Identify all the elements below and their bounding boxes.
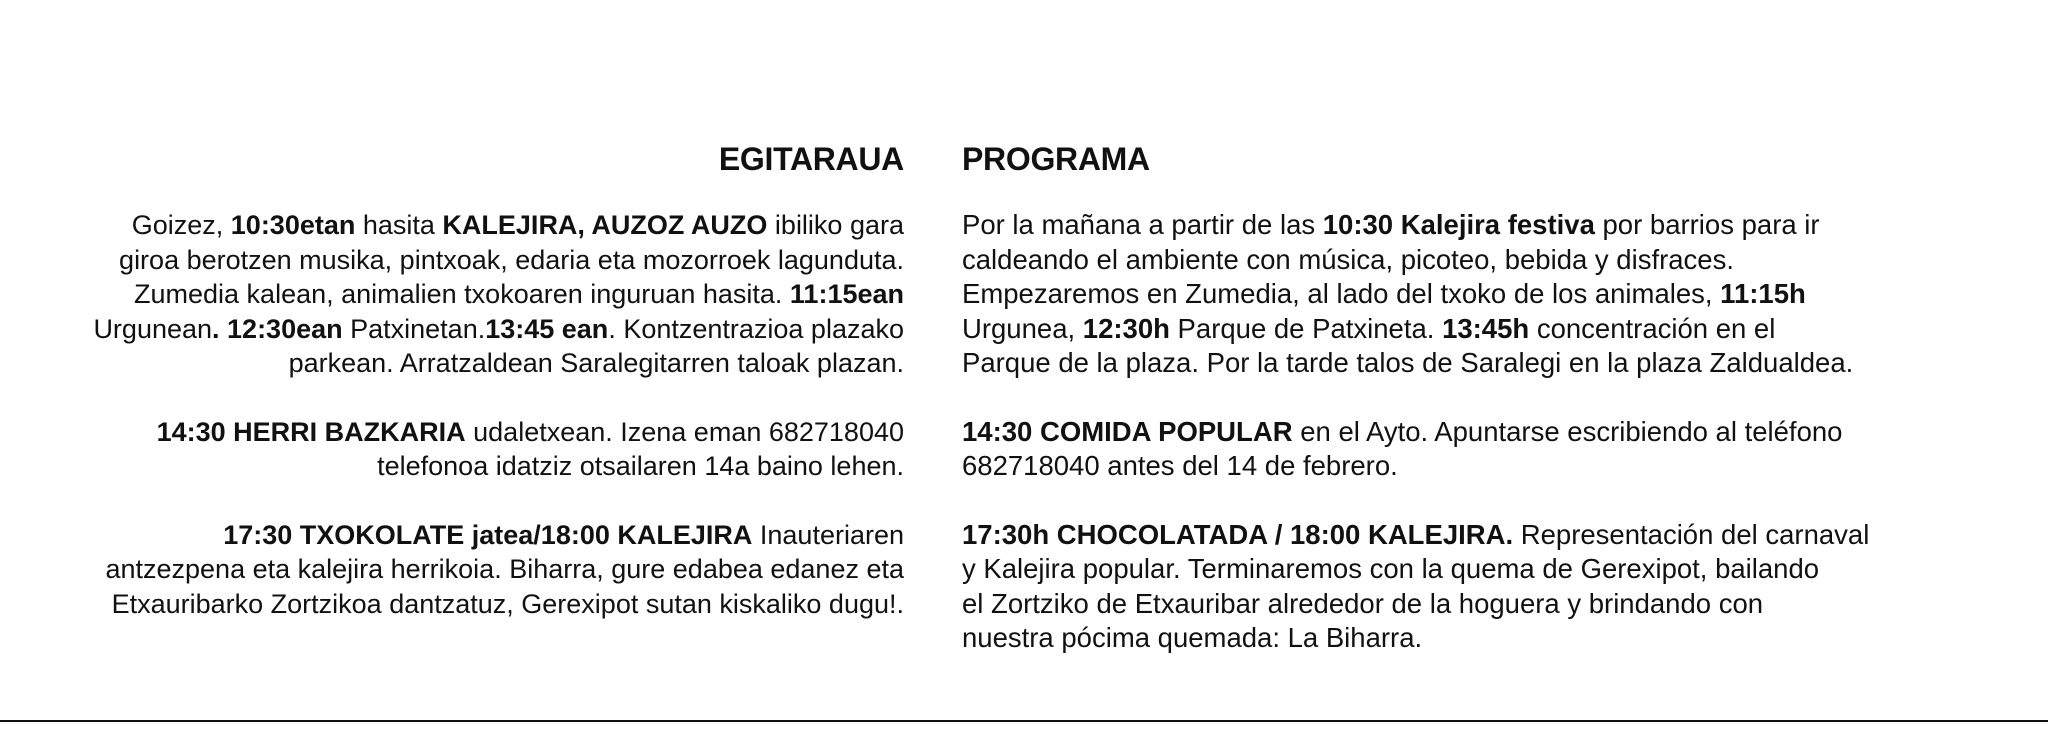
bold-text-run: 11:15h — [1720, 278, 1806, 309]
text-run: por barrios para ir — [1594, 209, 1820, 240]
text-run: en el Ayto. Apuntarse escribiendo al teléfono — [1292, 415, 1843, 447]
bold-text-run: 13:45h — [1442, 312, 1530, 344]
text-run: Zumedia kalean, animalien txokoaren inguruan hasita. — [134, 279, 790, 309]
text-run: caldeando el ambiente con música, picoteo, bebida y disfraces. — [962, 243, 1734, 275]
spanish-column — [962, 138, 2012, 690]
basque-column — [24, 138, 904, 655]
text-run: Goizez, — [131, 210, 231, 240]
text-run: Empezaremos en Zumedia, al lado del txoko de los animales, — [962, 278, 1721, 309]
bold-text-run: 11:15ean — [789, 279, 904, 309]
text-run: ibiliko gara — [767, 210, 904, 240]
bold-text-run: 10:30etan — [230, 210, 356, 240]
basque-paragraph-lunch — [24, 415, 904, 484]
text-run: parkean. Arratzaldean Saralegitarren taloak plazan. — [288, 348, 904, 378]
text-run: y Kalejira popular. Terminaremos con la quema de Gerexipot, bailando — [962, 553, 1820, 584]
basque-heading: EGITARAUA — [718, 141, 904, 177]
spanish-paragraph-afternoon — [962, 518, 2012, 656]
text-run: Representación del carnaval — [1513, 518, 1870, 550]
bold-text-run: 17:30h CHOCOLATADA / 18:00 KALEJIRA. — [962, 518, 1514, 550]
bold-text-run: KALEJIRA, AUZOZ AUZO — [442, 210, 768, 240]
bold-text-run: . 12:30ean — [212, 313, 343, 344]
text-run: el Zortziko de Etxauribar alrededor de la hoguera y brindando con — [962, 587, 1764, 619]
text-run: concentración en el — [1529, 312, 1776, 344]
text-run: telefonoa idatziz otsailaren 14a baino lehen. — [377, 451, 904, 481]
text-run: Urgunean — [93, 313, 213, 344]
bold-text-run: 13:45 ean — [485, 313, 609, 344]
text-run: Parque de Patxineta. — [1169, 312, 1443, 344]
spanish-paragraph-morning — [962, 208, 2012, 381]
text-run: nuestra pócima quemada: La Biharra. — [962, 622, 1423, 653]
bold-text-run: 12:30h — [1082, 312, 1170, 344]
text-run: giroa berotzen musika, pintxoak, edaria eta mozorroek lagunduta. — [119, 244, 904, 275]
text-run: Por la mañana a partir de las — [962, 209, 1323, 240]
text-run: Inauteriaren — [752, 519, 904, 550]
basque-paragraph-afternoon — [24, 518, 904, 622]
text-run: udaletxean. Izena eman 682718040 — [465, 416, 904, 447]
bold-text-run: 14:30 HERRI BAZKARIA — [156, 416, 466, 447]
text-run: Patxinetan. — [342, 313, 486, 344]
text-run: 682718040 antes del 14 de febrero. — [962, 450, 1398, 481]
bold-text-run: 10:30 Kalejira festiva — [1322, 209, 1595, 240]
text-run: antzezpena eta kalejira herrikoia. Biharra, gure edabea edanez eta — [105, 554, 904, 584]
text-run: Etxauribarko Zortzikoa dantzatuz, Gerexipot sutan kiskaliko dugu!. — [111, 588, 904, 619]
bold-text-run: 14:30 COMIDA POPULAR — [962, 415, 1293, 447]
basque-paragraph-morning — [24, 208, 904, 381]
text-run: Parque de la plaza. Por la tarde talos de Saralegi en la plaza Zaldualdea. — [962, 347, 1854, 378]
text-run: . Kontzentrazioa plazako — [608, 313, 904, 344]
text-run: hasita — [355, 210, 443, 240]
text-run: Urgunea, — [962, 312, 1083, 344]
bold-text-run: 17:30 TXOKOLATE jatea/18:00 KALEJIRA — [223, 519, 753, 550]
spanish-heading: PROGRAMA — [962, 141, 1150, 177]
spanish-paragraph-lunch — [962, 415, 2012, 484]
bottom-divider — [0, 720, 2048, 722]
